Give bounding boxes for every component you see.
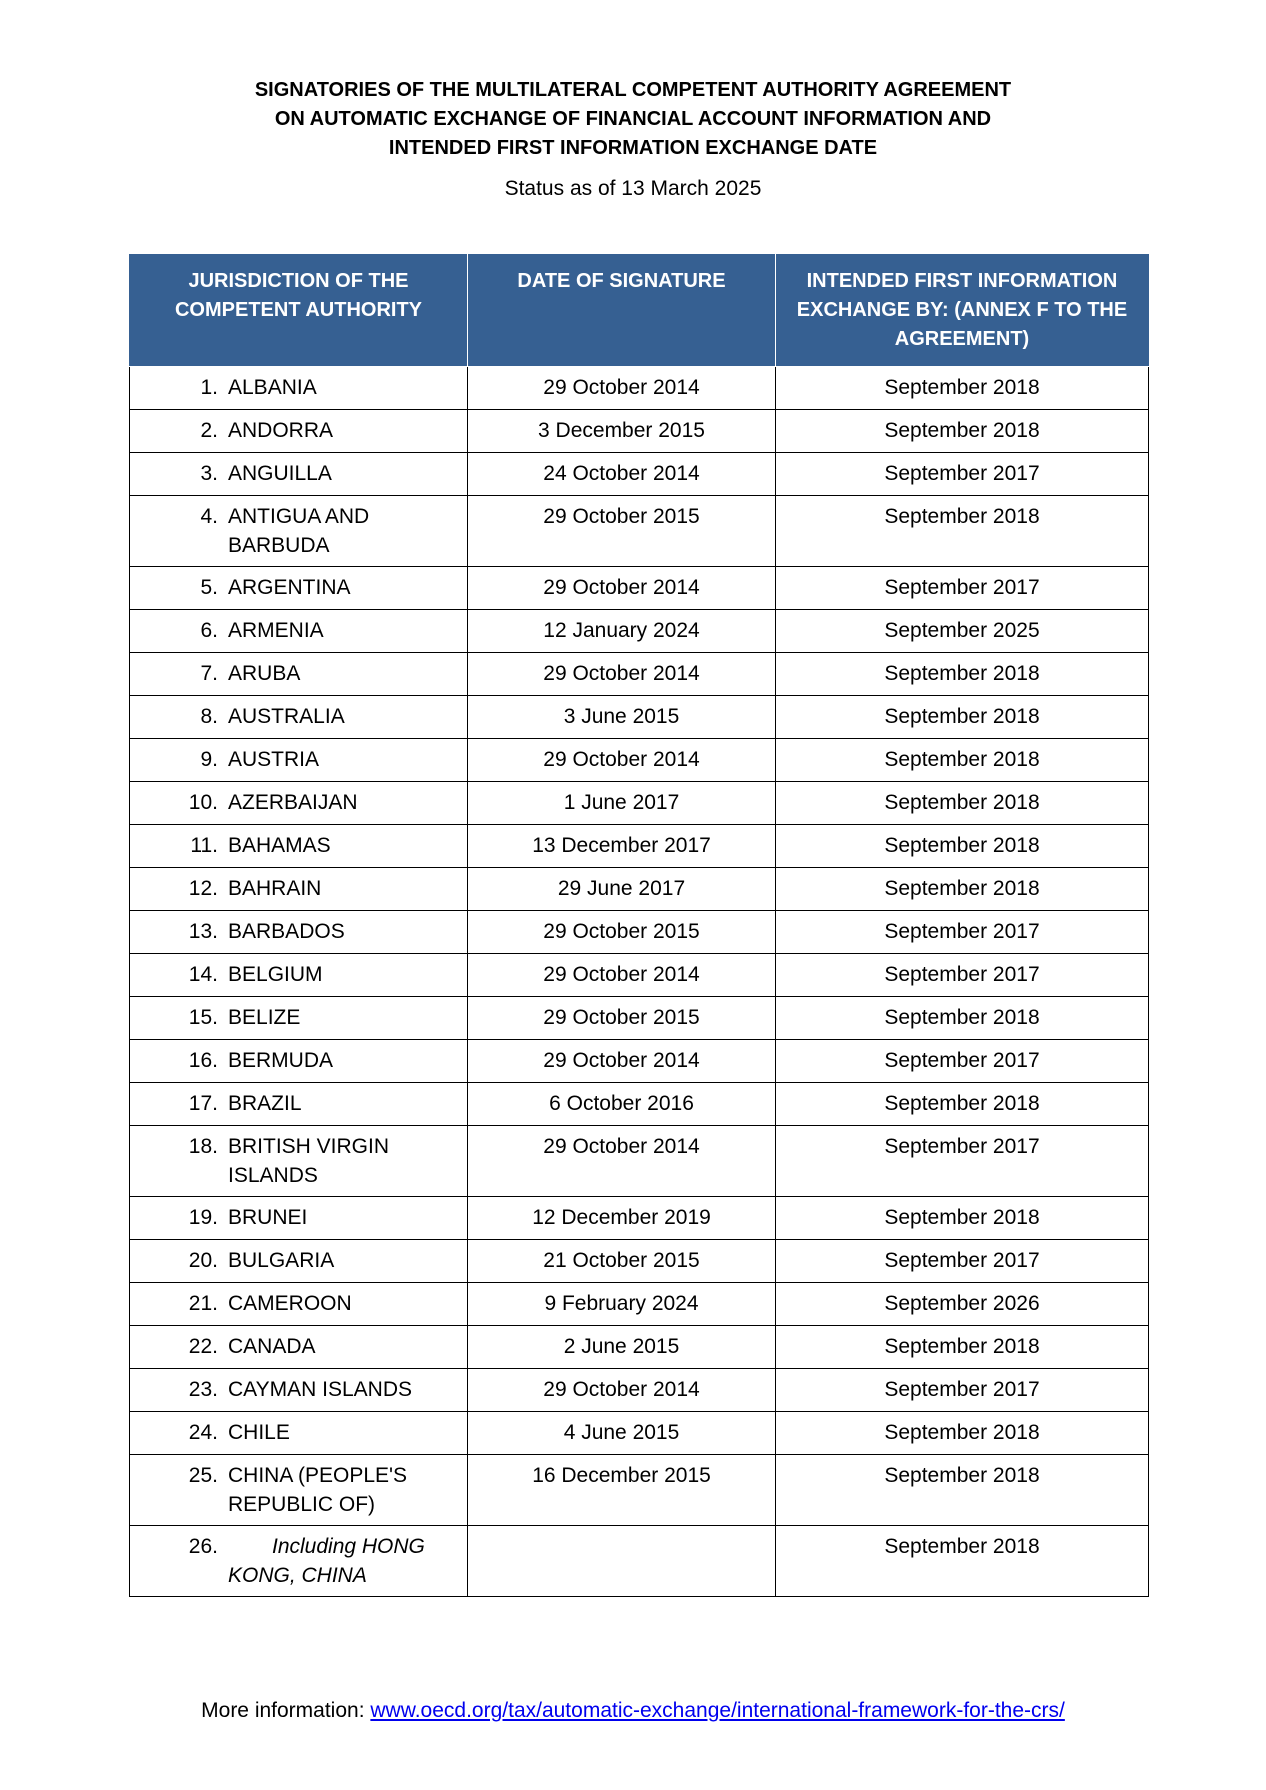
row-number: 7. [200,662,218,685]
cell-date-of-signature: 29 June 2017 [468,868,776,911]
table-row [130,739,1149,782]
jurisdiction-name: CAYMAN ISLANDS [228,1378,412,1401]
cell-date-of-signature [468,1526,776,1597]
cell-date-of-signature: 29 October 2014 [468,954,776,997]
cell-date-of-signature: 3 June 2015 [468,696,776,739]
cell-first-exchange: September 2017 [776,567,1149,610]
cell-first-exchange: September 2026 [776,1283,1149,1326]
jurisdiction-name: BELIZE [228,1006,301,1029]
cell-first-exchange: September 2018 [776,1412,1149,1455]
row-number: 11. [190,834,218,857]
cell-first-exchange: September 2018 [776,739,1149,782]
cell-jurisdiction [130,1240,468,1283]
jurisdiction-name: CHINA (PEOPLE'S REPUBLIC OF) [228,1464,408,1516]
cell-date-of-signature: 12 January 2024 [468,610,776,653]
status-date: Status as of 13 March 2025 [504,177,762,200]
cell-first-exchange: September 2017 [776,1040,1149,1083]
cell-first-exchange: September 2018 [776,1197,1149,1240]
table-row [130,1455,1149,1526]
cell-jurisdiction [130,610,468,653]
more-information [0,1697,1266,1725]
table-row [130,868,1149,911]
cell-jurisdiction [130,367,468,410]
table-row [130,1083,1149,1126]
row-number: 14. [188,963,218,986]
title-line-1: SIGNATORIES OF THE MULTILATERAL COMPETENT AUTHORITY AGREEMENT [254,79,1012,101]
row-number: 10. [188,791,218,814]
jurisdiction-name: AUSTRALIA [228,705,345,728]
cell-jurisdiction [130,1283,468,1326]
row-number: 21. [188,1292,218,1315]
jurisdiction-name: ANGUILLA [228,462,332,485]
cell-first-exchange: September 2017 [776,1126,1149,1197]
table-row [130,567,1149,610]
jurisdiction-name: ANTIGUA AND BARBUDA [228,505,370,557]
row-number: 22. [188,1335,218,1358]
cell-first-exchange: September 2025 [776,610,1149,653]
cell-first-exchange: September 2018 [776,653,1149,696]
table-row [130,782,1149,825]
table-row [130,1369,1149,1412]
table-row [130,1240,1149,1283]
cell-jurisdiction [130,1197,468,1240]
title-line-2: ON AUTOMATIC EXCHANGE OF FINANCIAL ACCOUNT INFORMATION AND [274,108,992,130]
row-number: 6. [200,619,218,642]
table-row [130,410,1149,453]
table-row [130,653,1149,696]
table-row [130,954,1149,997]
oecd-crs-link[interactable]: www.oecd.org/tax/automatic-exchange/international-framework-for-the-crs/ [370,1699,1065,1722]
cell-first-exchange: September 2018 [776,1526,1149,1597]
jurisdiction-name: CHILE [228,1421,290,1444]
table-row [130,1283,1149,1326]
table-row [130,1326,1149,1369]
cell-first-exchange: September 2018 [776,496,1149,567]
cell-jurisdiction [130,1126,468,1197]
cell-jurisdiction [130,911,468,954]
title-line-3: INTENDED FIRST INFORMATION EXCHANGE DATE [388,137,878,159]
jurisdiction-name: AZERBAIJAN [228,791,358,814]
jurisdiction-name: BAHRAIN [228,877,322,900]
table-row [130,1412,1149,1455]
row-number: 24. [188,1421,218,1444]
cell-jurisdiction [130,1412,468,1455]
jurisdiction-name: BRUNEI [228,1206,308,1229]
cell-jurisdiction [130,868,468,911]
jurisdiction-name: Including HONG KONG, CHINA [228,1535,425,1587]
jurisdiction-name: ARUBA [228,662,301,685]
jurisdiction-name: BAHAMAS [228,834,331,857]
jurisdiction-name: ARMENIA [228,619,324,642]
cell-first-exchange: September 2018 [776,825,1149,868]
cell-first-exchange: September 2018 [776,997,1149,1040]
jurisdiction-name: ANDORRA [228,419,334,442]
row-number: 9. [200,748,218,771]
jurisdiction-name: ALBANIA [228,376,317,399]
table-row [130,1526,1149,1597]
row-number: 17. [188,1092,218,1115]
cell-first-exchange: September 2017 [776,911,1149,954]
cell-jurisdiction [130,696,468,739]
cell-jurisdiction [130,1526,468,1597]
cell-first-exchange: September 2018 [776,696,1149,739]
jurisdiction-name: AUSTRIA [228,748,320,771]
table-row [130,1126,1149,1197]
cell-date-of-signature: 2 June 2015 [468,1326,776,1369]
jurisdiction-name: BELGIUM [228,963,323,986]
table-row [130,696,1149,739]
cell-date-of-signature: 29 October 2014 [468,1126,776,1197]
cell-jurisdiction [130,1455,468,1526]
cell-jurisdiction [130,653,468,696]
cell-date-of-signature: 1 June 2017 [468,782,776,825]
cell-jurisdiction [130,997,468,1040]
column-header-date-of-signature: DATE OF SIGNATURE [468,255,776,367]
cell-date-of-signature: 4 June 2015 [468,1412,776,1455]
cell-first-exchange: September 2017 [776,1369,1149,1412]
row-number: 12. [188,877,218,900]
row-number: 18. [188,1135,218,1158]
cell-date-of-signature: 6 October 2016 [468,1083,776,1126]
cell-first-exchange: September 2018 [776,1326,1149,1369]
row-number: 3. [200,462,218,485]
cell-date-of-signature: 9 February 2024 [468,1283,776,1326]
row-number: 5. [200,576,218,599]
jurisdiction-name: BERMUDA [228,1049,334,1072]
row-number: 20. [188,1249,218,1272]
cell-first-exchange: September 2018 [776,410,1149,453]
row-number: 8. [200,705,218,728]
cell-date-of-signature: 29 October 2014 [468,1040,776,1083]
cell-first-exchange: September 2018 [776,782,1149,825]
table-header-row [130,255,1149,367]
cell-jurisdiction [130,739,468,782]
row-number: 16. [188,1049,218,1072]
cell-jurisdiction [130,782,468,825]
row-number: 4. [200,505,218,528]
cell-date-of-signature: 29 October 2014 [468,367,776,410]
document-title [0,76,1266,163]
cell-first-exchange: September 2017 [776,1240,1149,1283]
row-number: 15. [188,1006,218,1029]
table-row [130,367,1149,410]
cell-first-exchange: September 2018 [776,868,1149,911]
cell-first-exchange: September 2017 [776,453,1149,496]
table-row [130,1197,1149,1240]
jurisdiction-name: ARGENTINA [228,576,351,599]
cell-first-exchange: September 2018 [776,367,1149,410]
jurisdiction-name: BRAZIL [228,1092,302,1115]
row-number: 13. [188,920,218,943]
cell-date-of-signature: 29 October 2014 [468,567,776,610]
cell-jurisdiction [130,954,468,997]
row-number: 26. [188,1535,218,1558]
row-number: 19. [188,1206,218,1229]
cell-jurisdiction [130,453,468,496]
table-row [130,453,1149,496]
table-row [130,1040,1149,1083]
table-body [130,367,1149,1597]
cell-first-exchange: September 2018 [776,1083,1149,1126]
signatories-table [129,254,1149,1597]
jurisdiction-name: BARBADOS [228,920,345,943]
row-number: 1. [200,376,218,399]
column-header-first-exchange: INTENDED FIRST INFORMATION EXCHANGE BY: (ANNEX F TO THE AGREEMENT) [776,255,1149,367]
cell-jurisdiction [130,825,468,868]
row-number: 23. [188,1378,218,1401]
cell-date-of-signature: 29 October 2014 [468,653,776,696]
cell-date-of-signature: 3 December 2015 [468,410,776,453]
cell-date-of-signature: 21 October 2015 [468,1240,776,1283]
jurisdiction-name: CAMEROON [228,1292,352,1315]
cell-jurisdiction [130,1040,468,1083]
cell-date-of-signature: 29 October 2015 [468,496,776,567]
cell-date-of-signature: 24 October 2014 [468,453,776,496]
cell-jurisdiction [130,567,468,610]
row-number: 2. [200,419,218,442]
row-number: 25. [188,1464,218,1487]
cell-jurisdiction [130,1369,468,1412]
column-header-jurisdiction: JURISDICTION OF THE COMPETENT AUTHORITY [130,255,468,367]
cell-jurisdiction [130,1326,468,1369]
cell-date-of-signature: 29 October 2015 [468,911,776,954]
table-row [130,610,1149,653]
cell-date-of-signature: 29 October 2015 [468,997,776,1040]
jurisdiction-name: BRITISH VIRGIN ISLANDS [228,1135,390,1187]
cell-date-of-signature: 16 December 2015 [468,1455,776,1526]
cell-jurisdiction [130,496,468,567]
cell-first-exchange: September 2018 [776,1455,1149,1526]
more-information-label: More information: [201,1699,371,1722]
cell-date-of-signature: 29 October 2014 [468,739,776,782]
cell-jurisdiction [130,1083,468,1126]
cell-jurisdiction [130,410,468,453]
jurisdiction-name: BULGARIA [228,1249,335,1272]
jurisdiction-name: CANADA [228,1335,316,1358]
table-row [130,496,1149,567]
cell-date-of-signature: 13 December 2017 [468,825,776,868]
cell-date-of-signature: 12 December 2019 [468,1197,776,1240]
cell-date-of-signature: 29 October 2014 [468,1369,776,1412]
cell-first-exchange: September 2017 [776,954,1149,997]
table-row [130,997,1149,1040]
table-row [130,911,1149,954]
table-row [130,825,1149,868]
